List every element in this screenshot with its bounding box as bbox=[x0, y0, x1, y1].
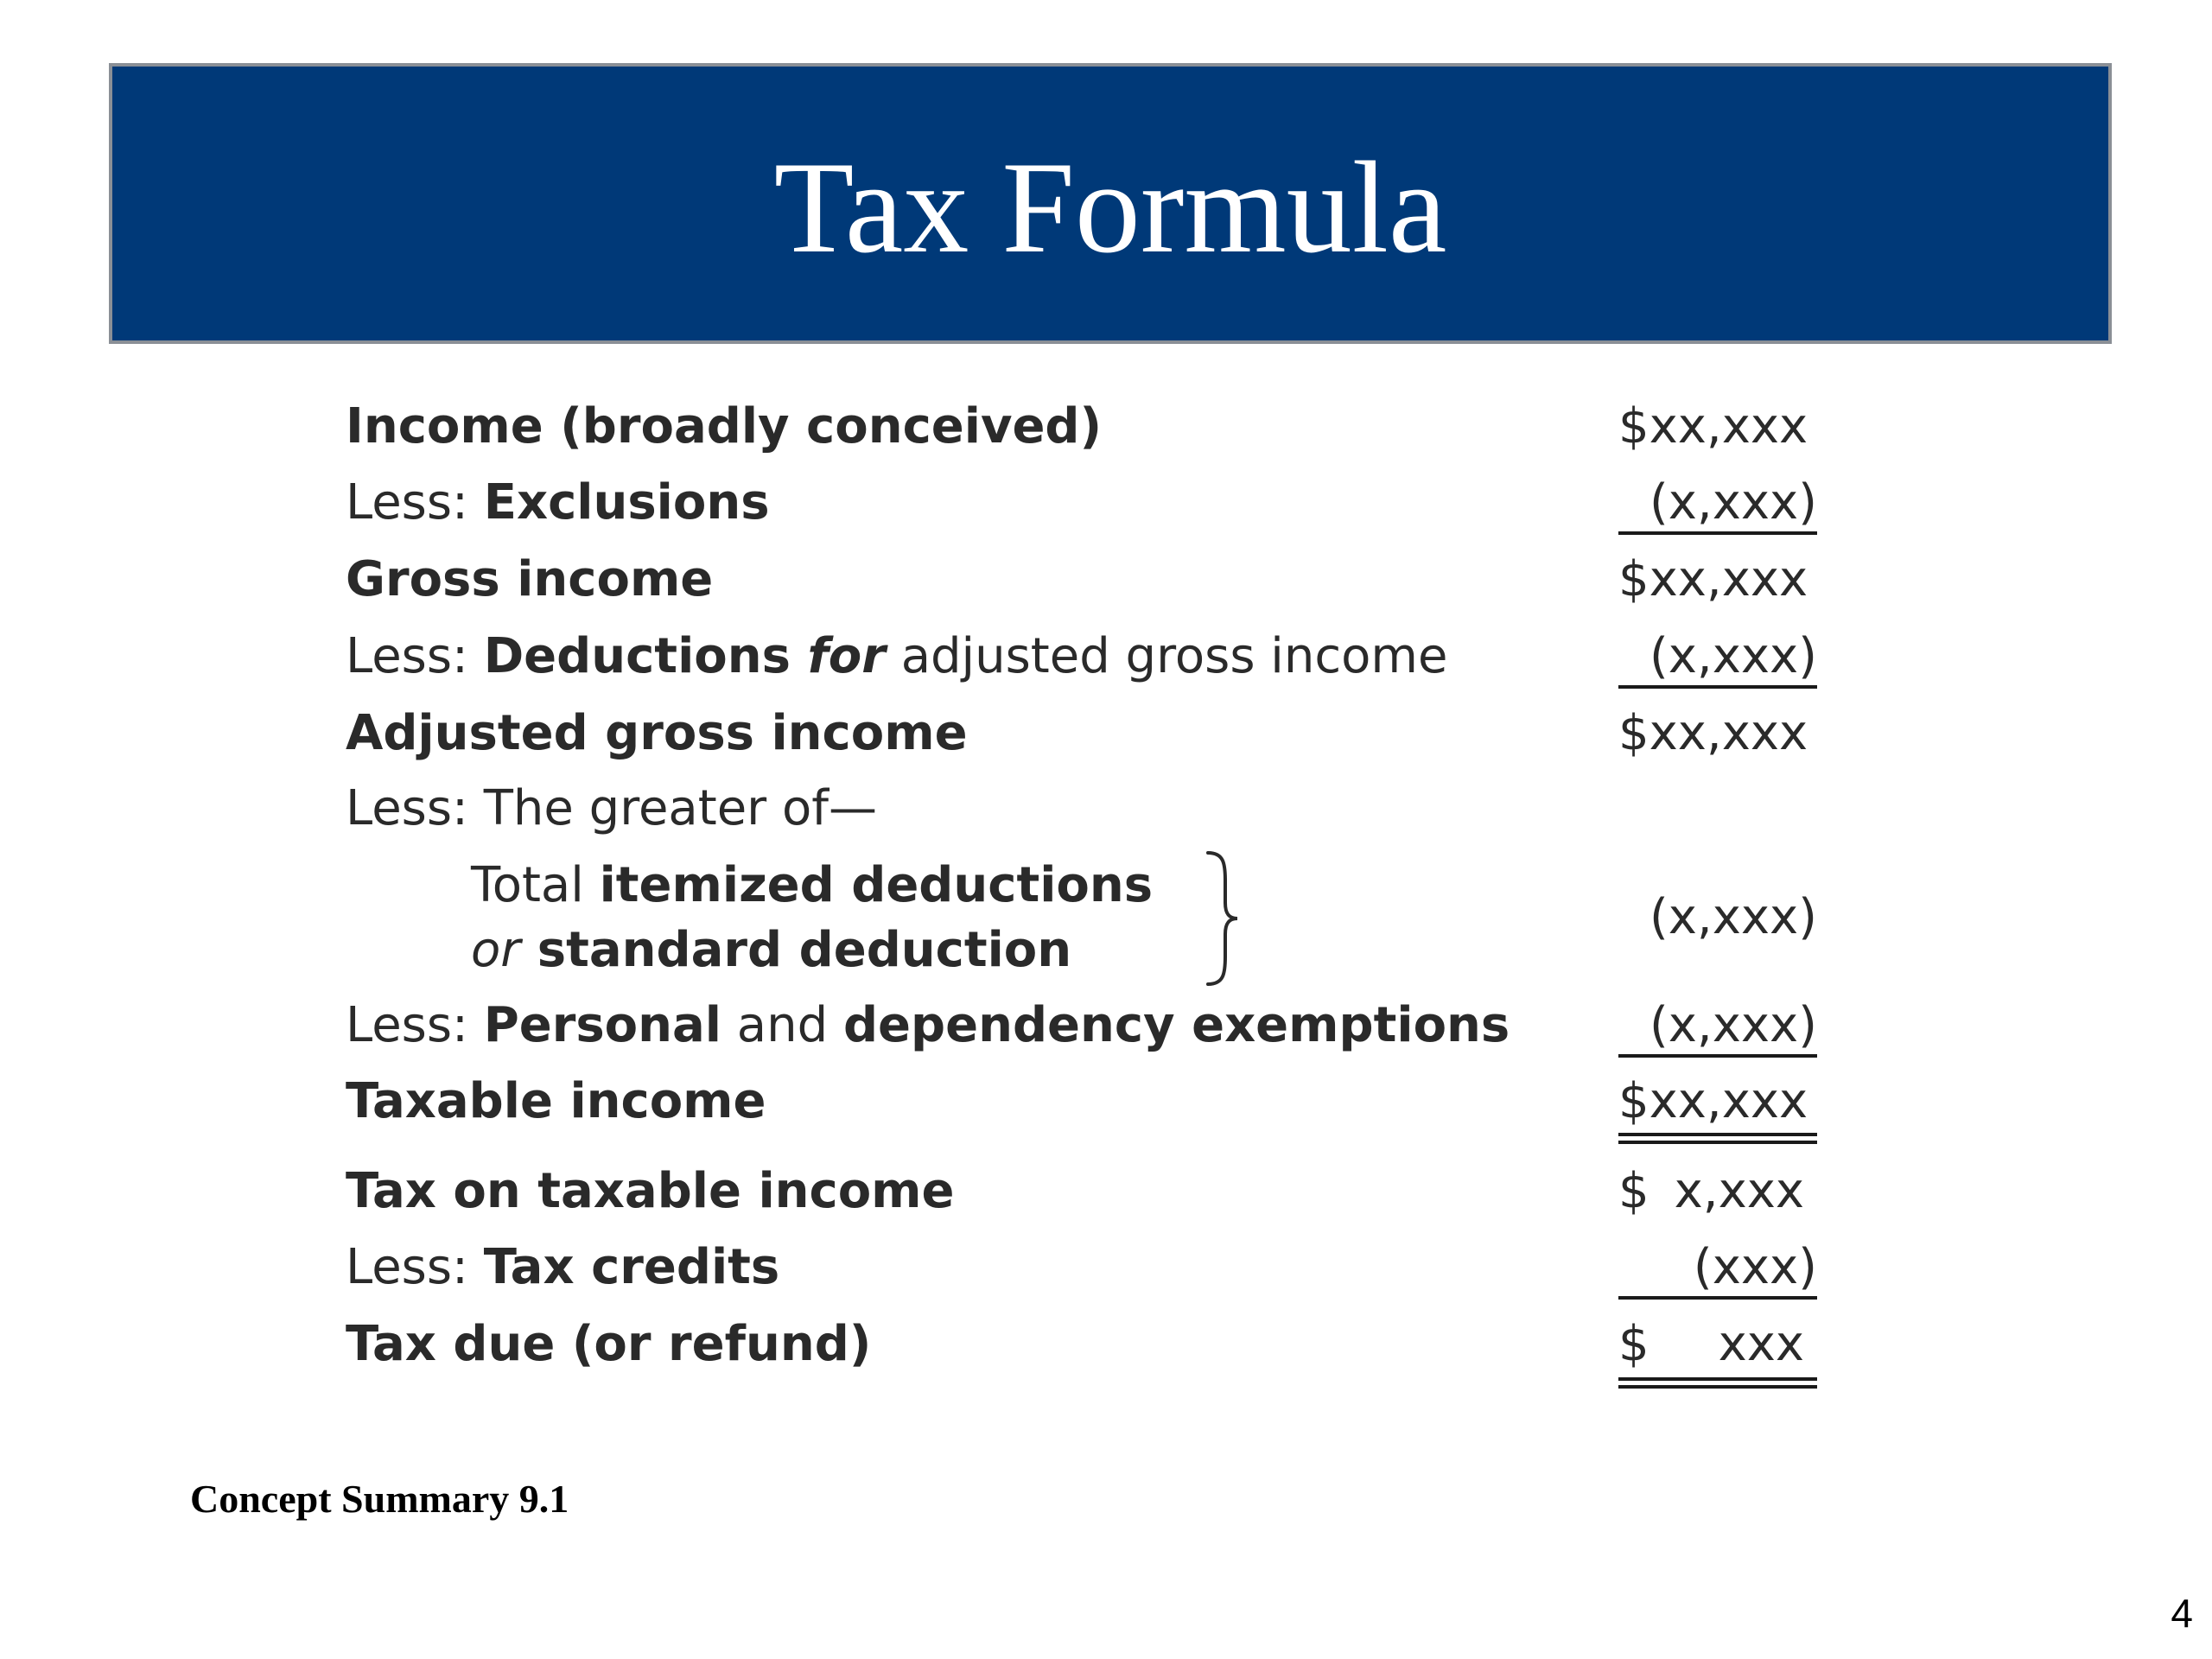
amount-itemized-or-standard: (x,xxx) bbox=[1649, 889, 1817, 945]
amount-agi: $xx,xxx bbox=[1618, 705, 1808, 761]
subtotal-rule bbox=[1618, 1054, 1817, 1058]
row-label-text: Gross income bbox=[346, 551, 714, 607]
curly-brace-icon bbox=[1192, 849, 1244, 988]
row-label-text: Tax on taxable income bbox=[346, 1163, 955, 1219]
amount-income: $xx,xxx bbox=[1618, 398, 1808, 454]
row-label-prefix: Total bbox=[471, 857, 600, 913]
formula-row-itemized bbox=[471, 857, 1154, 913]
formula-row-exemptions bbox=[346, 997, 1510, 1053]
slide-title: Tax Formula bbox=[773, 134, 1447, 280]
formula-row-deductions-for-agi bbox=[346, 628, 1448, 684]
amount-tax-due: xxx bbox=[1718, 1316, 1804, 1372]
row-label-prefix: Less: bbox=[346, 628, 484, 684]
row-label-text: Less: The greater of— bbox=[346, 780, 877, 836]
formula-row-agi bbox=[346, 705, 968, 761]
row-label-text: Adjusted gross income bbox=[346, 705, 968, 761]
row-label-text: standard deduction bbox=[520, 922, 1072, 978]
row-label-text: Income (broadly conceived) bbox=[346, 398, 1103, 454]
formula-row-greater-of bbox=[346, 780, 877, 836]
amount-exclusions: (x,xxx) bbox=[1649, 474, 1817, 531]
row-label-text: Deductions bbox=[483, 628, 808, 684]
row-label-emphasis: or bbox=[471, 922, 521, 978]
row-label-prefix: Less: bbox=[346, 474, 484, 531]
page-number: 4 bbox=[2171, 1591, 2193, 1636]
formula-row-tax-due bbox=[346, 1316, 872, 1372]
concept-summary-caption: Concept Summary 9.1 bbox=[190, 1477, 569, 1521]
row-label-text: Exclusions bbox=[483, 474, 770, 531]
formula-row-income bbox=[346, 398, 1103, 454]
formula-row-tax-credits bbox=[346, 1239, 780, 1295]
total-double-rule bbox=[1618, 1133, 1817, 1136]
formula-row-taxable-income bbox=[346, 1073, 766, 1129]
row-label-prefix: Less: bbox=[346, 997, 484, 1053]
row-label-emphasis: for bbox=[807, 628, 886, 684]
subtotal-rule bbox=[1618, 531, 1817, 535]
amount-symbol: $ bbox=[1618, 1316, 1649, 1372]
row-label-text: Personal bbox=[483, 997, 721, 1053]
subtotal-rule bbox=[1618, 685, 1817, 689]
row-label-suffix: adjusted gross income bbox=[885, 628, 1448, 684]
amount-deductions-for-agi: (x,xxx) bbox=[1649, 628, 1817, 684]
row-label-text: Tax credits bbox=[483, 1239, 780, 1295]
formula-row-gross-income bbox=[346, 551, 714, 607]
row-label-text: itemized deductions bbox=[599, 857, 1154, 913]
formula-row-tax bbox=[346, 1163, 955, 1219]
row-label-prefix: Less: bbox=[346, 1239, 484, 1295]
formula-row-exclusions bbox=[346, 474, 770, 531]
amount-symbol: $ bbox=[1618, 1163, 1649, 1219]
amount-tax: x,xxx bbox=[1674, 1163, 1804, 1219]
row-label-text: Tax due (or refund) bbox=[346, 1316, 872, 1372]
row-label-text: Taxable income bbox=[346, 1073, 766, 1129]
row-label-text: dependency exemptions bbox=[842, 997, 1510, 1053]
amount-tax-credits: (xxx) bbox=[1693, 1239, 1817, 1295]
formula-row-standard bbox=[471, 922, 1072, 978]
subtotal-rule bbox=[1618, 1296, 1817, 1300]
row-label-connector: and bbox=[721, 997, 843, 1053]
amount-exemptions: (x,xxx) bbox=[1649, 997, 1817, 1053]
total-double-rule bbox=[1618, 1377, 1817, 1381]
amount-gross-income: $xx,xxx bbox=[1618, 551, 1808, 607]
amount-taxable-income: $xx,xxx bbox=[1618, 1073, 1808, 1129]
